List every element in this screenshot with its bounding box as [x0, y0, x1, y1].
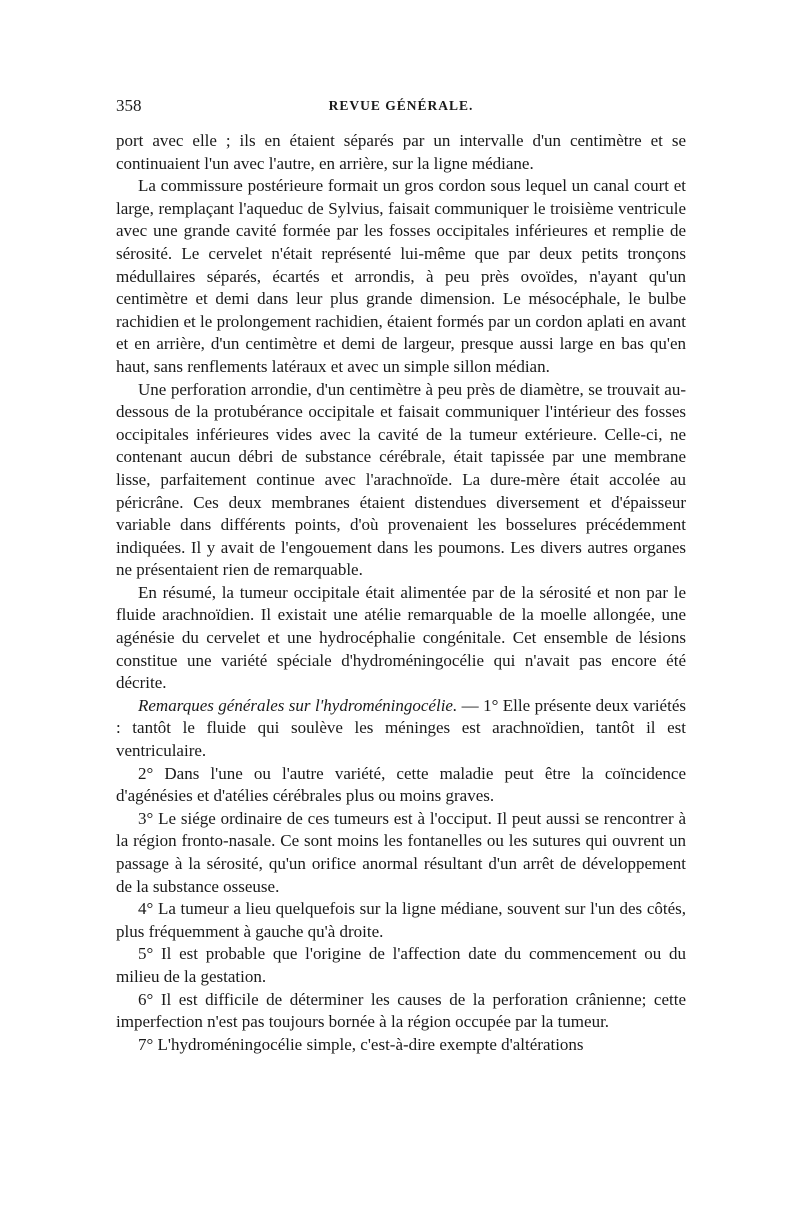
paragraph: 4° La tumeur a lieu quelquefois sur la ligne médiane, souvent sur l'un des côtés, plus fréquemment à gauche qu'à droite. — [116, 899, 686, 941]
page-number: 358 — [116, 96, 142, 115]
paragraph: 6° Il est difficile de déterminer les causes de la perforation crânienne; cette imperfection n'est pas toujours bornée à la région occupée par la tumeur. — [116, 989, 686, 1032]
remarks-text: — 1° Elle présente deux variétés : tantôt le fluide qui soulève les méninges est arachnoïdien, tantôt il est ventriculaire. — [116, 695, 686, 761]
paragraph: 3° Le siége ordinaire de ces tumeurs est à l'occiput. Il peut aussi se rencontrer à la région fronto-nasale. Ce sont moins les fontanelles ou les sutures qui ouvrent un passage à la sérosité, qu'un orifice anormal résultant d'un arrêt de développement de la substance osseuse. — [116, 808, 686, 896]
paragraph: 2° Dans l'une ou l'autre variété, cette maladie peut être la coïncidence d'agénésies et d'atélies cérébrales plus ou moins graves. — [116, 763, 686, 806]
paragraph: port avec elle ; ils en étaient séparés par un intervalle d'un centimètre et se continuaient l'un avec l'autre, en arrière, sur la ligne médiane. — [116, 131, 686, 173]
paragraph: 7° L'hydroméningocélie simple, c'est-à-dire exempte d'altérations — [138, 1034, 584, 1054]
paragraph: En résumé, la tumeur occipitale était alimentée par de la sérosité et non par le fluide arachnoïdien. Il existait une atélie remarquable de la moelle allongée, une agénésie du cervelet et une hydrocéphalie congénitale. Cet ensemble de lésions constitue une variété spéciale d'hydroméningocélie qui n'avait pas encore été décrite. — [116, 582, 686, 693]
paragraph: Une perforation arrondie, d'un centimètre à peu près de diamètre, se trouvait au-dessous de la protubérance occipitale et faisait communiquer l'intérieur des fosses occipitales inférieures vides avec la cavité de la tumeur extérieure. Celle-ci, ne contenant aucun débri de substance cérébrale, était tapissée par une membrane lisse, parfaitement continue avec l'arachnoïde. La dure-mère était accolée au péricrâne. Ces deux membranes étaient distendues diversement et d'épaisseur variable dans différents points, d'où provenaient les bosselures précédemment indiquées. Il y avait de l'engouement dans les poumons. Les divers autres organes ne présentaient rien de remarquable. — [116, 379, 686, 580]
body-text — [116, 130, 686, 1056]
document-page — [116, 96, 686, 1056]
paragraph: La commissure postérieure formait un gros cordon sous lequel un canal court et large, remplaçant l'aqueduc de Sylvius, faisait communiquer le troisième ventricule avec une grande cavité formée par les fosses occipitales inférieures et remplie de sérosité. Le cervelet n'était représenté lui-même que par deux petits tronçons médullaires séparés, écartés et arrondis, à peu près ovoïdes, n'ayant qu'un centimètre et demi dans leur plus grande dimension. Le mésocéphale, le bulbe rachidien et le prolongement rachidien, étaient formés par un cordon aplati en avant et en arrière, d'un centimètre et demi de largeur, presque aussi large en bas qu'en haut, sans renflements latéraux et avec un simple sillon médian. — [116, 176, 686, 376]
page-header — [116, 96, 686, 120]
paragraph: 5° Il est probable que l'origine de l'affection date du commencement ou du milieu de la gestation. — [116, 944, 686, 986]
remarks-heading: Remarques générales sur l'hydroméningocélie. — [138, 695, 458, 715]
running-head: REVUE GÉNÉRALE. — [328, 98, 474, 113]
paragraph-remarks — [116, 695, 686, 763]
